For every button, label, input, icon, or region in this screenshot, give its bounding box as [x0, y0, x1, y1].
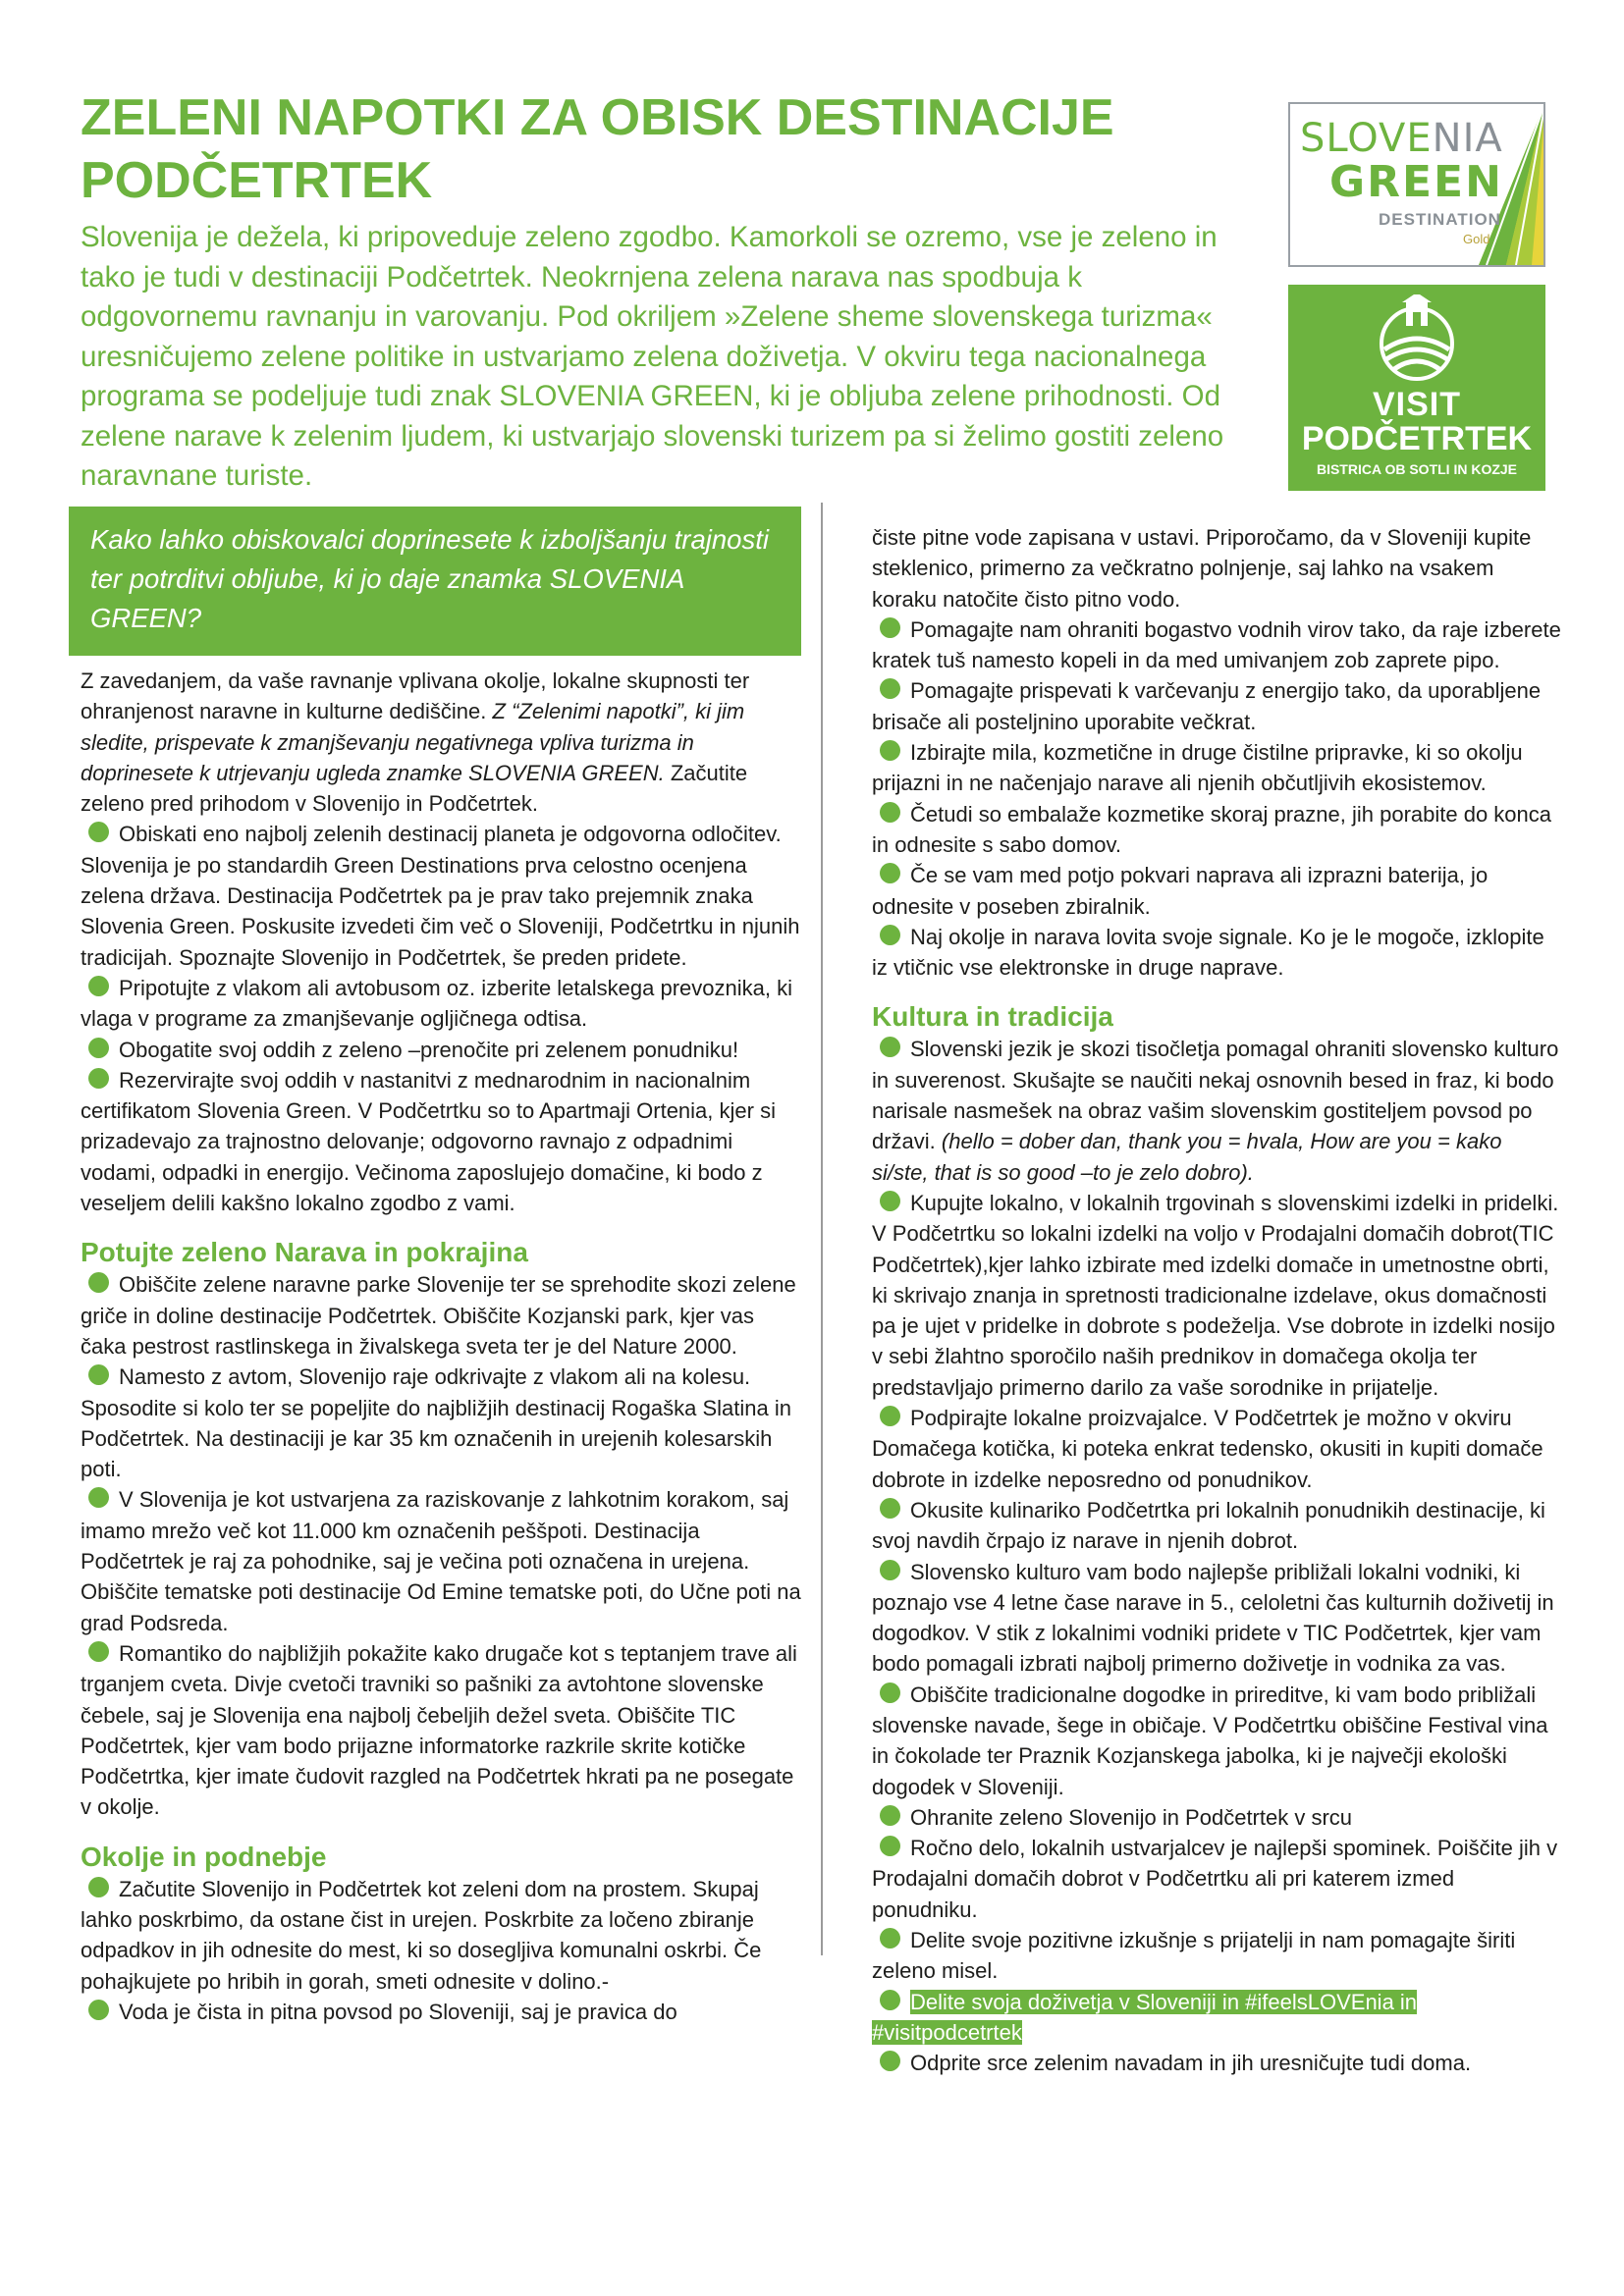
logo-level: Gold	[1463, 232, 1490, 246]
section-heading-okolje: Okolje in podnebje	[81, 1841, 327, 1872]
list-item: Rezervirajte svoj oddih v nastanitvi z mednarodnim in nacionalnim certifikatom Slovenia Green. V Podčetrtku so to Apartmaji Ortenia, kjer si prizadevajo za trajnostno delovanje; odgovorno ravnajo z odpadnimi vodami, odpadki in energijo. Večinoma zaposlujejo domačine, ki bodo z veseljem delili kakšno lokalno zgodbo z vami.	[81, 1067, 776, 1216]
list-item: Odprite srce zelenim navadam in jih uresničujte tudi doma.	[872, 2048, 1561, 2078]
bullet-icon	[88, 1038, 109, 1058]
list-item: Začutite Slovenijo in Podčetrtek kot zeleni dom na prostem. Skupaj lahko poskrbimo, da ostane čist in urejen. Poskrbite za ločeno zbiranje odpadkov in jih odnesite do mest, ki so dosegljiva komunalni oskrbi. Če pohajkujete po hribih in gorah, smeti odnesite v dolino.-	[81, 1876, 762, 1994]
logo-subtitle: BISTRICA OB SOTLI IN KOZJE	[1316, 461, 1518, 477]
list-item: Obiščite tradicionalne dogodke in prireditve, ki vam bodo približali slovenske navade, šege in običaje. V Podčetrtku obiščine Festival vina in čokolade ter Praznik Kozjanskega jabolka, ki je največji ekološki dogodek v Sloveniji.	[872, 1682, 1548, 1799]
list-item: Slovensko kulturo vam bodo najlepše približali lokalni vodniki, ki poznajo vse 4 letne čase narave in 5., celoletni čas kulturnih doživetij in dogodkov. V stik z lokalnimi vodniki pridete v TIC Podčetrtek, kjer vam bodo pomagali izbrati najbolj primerno doživetje in vodnika za vas.	[872, 1559, 1554, 1677]
list-item: Obiščite zelene naravne parke Slovenije ter se sprehodite skozi zelene griče in doline destinacije Podčetrtek. Obiščite Kozjanski park, kjer vas čaka pestrost rastlinskega in živalskega sveta ter je del Nature 2000.	[81, 1272, 796, 1359]
list-item: Ročno delo, lokalnih ustvarjalcev je najlepši spominek. Poiščite jih v Prodajalni domačih dobrot v Podčetrtku ali pri katerem izmed ponudniku.	[872, 1836, 1558, 1922]
list-item: Okusite kulinariko Podčetrtka pri lokalnih ponudnikih destinacije, ki svoj navdih črpajo iz narave in njenih dobrot.	[872, 1497, 1545, 1554]
visit-podcetrtek-logo	[1288, 285, 1545, 491]
list-item: Če se vam med potjo pokvari naprava ali izprazni baterija, jo odnesite v poseben zbiralnik.	[872, 863, 1489, 919]
logo-visit: VISIT	[1372, 386, 1462, 423]
bullet-icon	[880, 1928, 900, 1949]
logo-word-slove: SLOVE	[1300, 116, 1433, 161]
column-divider	[821, 503, 823, 1955]
list-item: Četudi so embalaže kozmetike skoraj prazne, jih porabite do konca in odnesite s sabo domov.	[872, 801, 1552, 857]
logo-word-destination: DESTINATION	[1379, 210, 1501, 229]
bullet-icon	[880, 802, 900, 823]
list-item: V Slovenija je kot ustvarjena za raziskovanje z lahkotnim korakom, saj imamo mrežo več kot 11.000 km označenih peššpoti. Destinacija Podčetrtek je raj za pohodnike, saj je večina poti označena in urejena. Obiščite tematske poti destinacije Od Emine tematske poti, do Učne poti na grad Podsreda.	[81, 1487, 801, 1635]
bullet-icon	[880, 1836, 900, 1856]
page-title	[81, 86, 1210, 212]
slovenia-green-logo	[1288, 102, 1545, 267]
title-line-1: ZELENI NAPOTKI ZA OBISK DESTINACIJE	[81, 89, 1114, 146]
left-intro: Z zavedanjem, da vaše ravnanje vplivana okolje, lokalne skupnosti ter ohranjenost naravne in kulturne dediščine. Z “Zelenimi napotki”, ki jim sledite, prispevate k zmanjševanju negativnega vpliva turizma in doprinesete k utrjevanju ugleda znamke SLOVENIA GREEN. Začutite zeleno pred prihodom v Slovenijo in Podčetrtek.	[81, 668, 750, 817]
bullet-icon	[88, 1068, 109, 1089]
bullet-icon	[88, 1641, 109, 1662]
right-continuation: čiste pitne vode zapisana v ustavi. Priporočamo, da v Sloveniji kupite steklenico, primerno za večkratno polnjenje, saj lahko na vsakem koraku natočite čisto pitno vodo.	[872, 525, 1532, 612]
bullet-icon	[880, 925, 900, 945]
list-item: Ohranite zeleno Slovenijo in Podčetrtek v srcu	[872, 1802, 1561, 1833]
list-item: Slovenski jezik je skozi tisočletja pomagal ohraniti slovensko kulturo in suverenost. Skušajte se naučiti nekaj osnovnih besed in fraz, ki bodo narisale nasmešek na obraz vašim slovenskim gostiteljem povsod po državi. (hello = dober dan, thank you = hvala, How are you = kako si/ste, that is so good –to je zelo dobro).	[872, 1037, 1559, 1185]
list-item: Podpirajte lokalne proizvajalce. V Podčetrtek je možno v okviru Domačega kotička, ki poteka enkrat tedensko, okusiti in kupiti domače dobrote in izdelke neposredno od ponudnikov.	[872, 1406, 1543, 1492]
logo-place: PODČETRTEK	[1301, 420, 1533, 457]
bullet-icon	[880, 617, 900, 638]
list-item: Pomagajte nam ohraniti bogastvo vodnih virov tako, da raje izberete kratek tuš namesto kopeli in da med umivanjem zob zaprete pipo.	[872, 616, 1561, 673]
bullet-icon	[880, 1560, 900, 1580]
intro-text: Slovenija je dežela, ki pripoveduje zeleno zgodbo. Kamorkoli se ozremo, vse je zeleno in tako je tudi v destinaciji Podčetrtek. Neokrnjena zelena narava nas spodbuja k odgovornemu ravnanju in varovanju. Pod okriljem »Zelene sheme slovenskega turizma« uresničujemo zelene politike in ustvarjamo zelena doživetja. V okviru tega nacionalnega programa se podeljuje tudi znak SLOVENIA GREEN, ki je obljuba zelene prihodnosti. Od zelene narave k zelenim ljudem, ki ustvarjajo slovenski turizem pa si želimo gostiti zeleno naravnane turiste.	[81, 221, 1224, 492]
bullet-icon	[880, 1805, 900, 1826]
bullet-icon	[88, 1487, 109, 1508]
bullet-icon	[880, 1406, 900, 1426]
right-column	[872, 522, 1561, 2079]
bullet-icon	[88, 976, 109, 996]
bullet-icon	[880, 1037, 900, 1057]
logo-word-green: GREEN	[1329, 157, 1503, 207]
logo-word-nia: NIA	[1432, 116, 1503, 161]
list-item: Kupujte lokalno, v lokalnih trgovinah s slovenskimi izdelki in pridelki. V Podčetrtku so lokalni izdelki na voljo v Prodajalni domačih dobrot(TIC Podčetrtek),kjer lahko izbirate med izdelki domače in umetnostne obrti, ki skrivajo znanja in spretnosti tradicionalne izdelave, okus domačnosti pa je ujet v pridelke in dobrote s podeželja. Vse dobrote in izdelki nosijo v sebi žlahtno sporočilo naših prednikov in domačega okolja ter predstavljajo primerno darilo za vaše sorodnike in prijatelje.	[872, 1190, 1559, 1400]
list-item: Naj okolje in narava lovita svoje signale. Ko je le mogoče, izklopite iz vtičnic vse elektronske in druge naprave.	[872, 924, 1544, 981]
list-item: Izbirajte mila, kozmetične in druge čistilne pripravke, ki so okolju prijazni in ne načenjajo narave ali njenih občutljivih ekosistemov.	[872, 740, 1523, 796]
list-item: Voda je čista in pitna povsod po Sloveniji, saj je pravica do	[81, 1997, 802, 2027]
bullet-icon	[880, 740, 900, 761]
question-text: Kako lahko obiskovalci doprinesete k izboljšanju trajnosti ter potrditvi obljube, ki jo daje znamka SLOVENIA GREEN?	[90, 524, 769, 633]
title-line-2: PODČETRTEK	[81, 152, 433, 209]
list-item: Pomagajte prispevati k varčevanju z energijo tako, da uporabljene brisače ali posteljnino uporabite večkrat.	[872, 678, 1542, 734]
bullet-icon	[880, 863, 900, 883]
highlighted-hashtag-item: Delite svoja doživetja v Sloveniji in #ifeelsLOVEnia in #visitpodcetrtek	[872, 1989, 1418, 2045]
bullet-icon	[88, 822, 109, 842]
castle-hills-icon	[1373, 294, 1461, 385]
list-item: Obiskati eno najbolj zelenih destinacij planeta je odgovorna odločitev. Slovenija je po standardih Green Destinations prva celostno ocenjena zelena država. Destinacija Podčetrtek pa je prav tako prejemnik znaka Slovenia Green. Poskusite izvedeti čim več o Sloveniji, Podčetrtku in njunih tradicijah. Spoznajte Slovenijo in Podčetrtek, še preden pridete.	[81, 822, 800, 970]
bullet-icon	[880, 1990, 900, 2010]
list-item: Obogatite svoj oddih z zeleno –prenočite pri zelenem ponudniku!	[81, 1035, 802, 1065]
bullet-icon	[880, 1498, 900, 1519]
list-item: Pripotujte z vlakom ali avtobusom oz. izberite letalskega prevoznika, ki vlaga v programe za zmanjševanje ogljičnega odtisa.	[81, 975, 792, 1032]
list-item: Namesto z avtom, Slovenijo raje odkrivajte z vlakom ali na kolesu. Sposodite si kolo ter se popeljite do najbližjih destinacij Rogaška Slatina in Podčetrtek. Na destinaciji je kar 35 km označenih in urejenih kolesarskih poti.	[81, 1364, 791, 1482]
section-heading-narava: Potujte zeleno Narava in pokrajina	[81, 1237, 528, 1268]
section-heading-kultura: Kultura in tradicija	[872, 1001, 1113, 1033]
bullet-icon	[880, 678, 900, 699]
bullet-icon	[880, 1682, 900, 1703]
bullet-icon	[88, 1364, 109, 1385]
bullet-icon	[88, 1272, 109, 1293]
left-column	[81, 666, 802, 2027]
bullet-icon	[88, 1877, 109, 1897]
list-item: Delite svoje pozitivne izkušnje s prijatelji in nam pomagajte širiti zeleno misel.	[872, 1928, 1516, 1984]
question-box	[69, 507, 801, 656]
bullet-icon	[880, 1191, 900, 1211]
list-item: Romantiko do najbližjih pokažite kako drugače kot s teptanjem trave ali trganjem cveta. Divje cvetoči travniki so pašniki za avtohtone slovenske čebele, saj je Slovenija ena najbolj čebeljih dežel sveta. Obiščite TIC Podčetrtek, kjer vam bodo prijazne informatorke razkrile skrite kotičke Podčetrtka, kjer imate čudovit razgled na Podčetrtek hkrati pa ne posegate v okolje.	[81, 1640, 797, 1820]
bullet-icon	[880, 2051, 900, 2071]
bullet-icon	[88, 2000, 109, 2020]
